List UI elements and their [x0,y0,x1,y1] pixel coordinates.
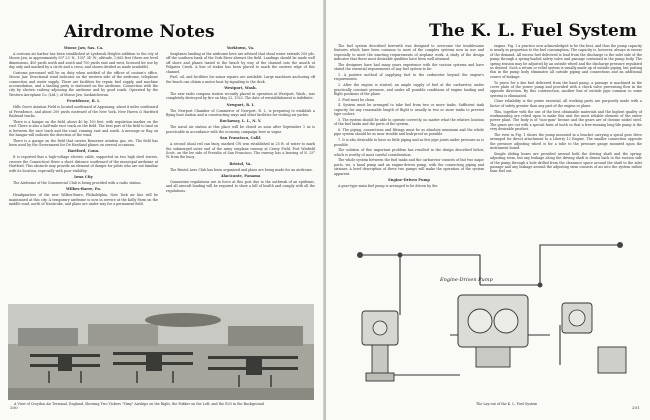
hand-pump-left-illustration [362,311,398,381]
body-paragraph: There is a hangar on the field, about 40 by 150 feet, with regulation marker on the roof. There is also a half-mile race track on the field. The best part of the field to land on is between the race track and the road, running east and south. A message or flag on the hangar will indicate the direction of the wind. [9,119,158,137]
body-paragraph: The view in Fig. 1 shows the pump mounted in a bracket carrying a spiral gear drive arranged for direct attachment to a Liberty 12 Engine. The smaller connection opposite the pressure adjusting wheel is for a tube to the pressure gauge mounted upon the instrument board. [490,132,642,151]
body-paragraph: The Airdrome of the Commercial Club is being provided with a radio station. [13,180,142,185]
section-heading: Moose Jaw, Sas. Ca. [63,46,104,50]
body-paragraph: A gear-type main fuel pump is arranged to be driven by the [338,183,438,188]
body-paragraph: The fuel system described herewith was designed to overcome the troublesome features which have been common to most of the complex systems now in use and especially to meet the exacting requirements of airplane work. A study of the design indicates that these most desirable qualities have been well attained. [334,44,484,62]
body-paragraph: There is a garage on the field that carries Benzener aviation gas, etc. The field has been used by the Government for De Haviland planes on several occasions. [9,138,158,148]
body-paragraph: The designers have had many years experience with the various systems and have stated the essential requirements of any fuel system to be: [334,62,484,72]
right-column-2 [490,44,642,224]
body-paragraph: Hills Grove Aviation Field is located northward of Apponaug, about 8 miles southward of Providence, and about 200 yards eastward of the New York, New Haven & Hartford Railroad tracks. [9,105,158,118]
section-heading: Yorktown, Va. [226,46,255,50]
body-paragraph: To prove for a dee fuel delivered from the hand pump, a passage is machined in the cover plate of the power pump and provided with a check valve preventing flow in the opposite direction. By this construction, another line of outside pipe common to some systems is eliminated. [490,80,642,98]
body-paragraph: The naval air station at this place will be closed as soon after September 1 as is practicable in accordance with the economy campaign here in vogue. [166,125,315,134]
body-paragraph: Fuel, oil, and facilities for minor repairs are available. Large machines anchoring off the beach can obtain a motor boat by signaling to the dock. [166,75,315,84]
body-paragraph: Seaplanes landing at the airdrome here are advised that shoal water extends 200 yds. off the southern bank of the York River abreast the field. Landings should be made well off shore and planes taxied to the beach by way of the channel into the mouth of Felgates Creek. A line of stakes has been placed to mark the eastern edge of this channel. [166,51,315,74]
body-paragraph: 5. The system should be able to operate correctly, no matter what the relative location of the fuel tanks and the parts of the system. [334,117,484,127]
photo-caption: A View of Croydon Air Terminal, England, Showing Two Vickers "Vimy" Airships on the Right, the Fokker on the Left, and the R33 in the Background [14,402,264,406]
page-title-airdrome-notes: Airdrome Notes [64,22,215,42]
body-paragraph: The solution of this important problem has resulted in the design described below, which is worthy of most careful consideration. [334,148,484,157]
section-heading: Wilkes-Barre, Pa. [65,187,102,192]
page-title-kl-fuel-system: The K. L. Fuel System [429,21,637,41]
body-paragraph: engine. Fig. 1 a practice now acknowledged to be the best, and thus the pump capacity is nearly in proportion to the fuel consumption. The capacity is, however, always in excess of the demand. All excess fuel delivered is lead from the discharge to the inlet side of the pump through a spring-loaded safety valve and passage contained in the pump body. The spring tension may be adjusted by an outside wheel and the discharge pressure regulated as desired. Such a return or relief system is usually made up of outside piping, but putting this in the pump body eliminates all outside piping and connections and an additional source of leakage. [490,44,642,79]
section-heading: San Francisco, Calif. [219,136,262,141]
engine-driven-pump-illustration [458,295,528,367]
section-heading: Hartford, Conn. [67,149,100,154]
left-column-1 [9,44,158,302]
diagram-label: Engine-Driven Pump [440,277,493,283]
section-heading: Providence, R. I. [66,99,101,104]
body-paragraph: The whole system between the fuel tanks and the carburetor consists of but two major parts, viz. a hand pump and an engine-driven pump, with the connecting piping and strainer. A brief description of these two pumps will make the operation of the system apparent. [334,158,484,176]
body-paragraph: Customs personnel will be on duty when notified of the officer of custom's office, Moose Jaw. Directional wind indicator on the western side of the airdrome, telephone connection and water supply. There are facilities for repair, fuel supply, and machine accomodation, and a landing party is stationed on the airdrome. Connection with the city by electric railway adjoining the airdrome and by good roads. Operated by the Western Aeroplane Co. (Ltd.), of Moose Jaw, Saskatchewan. [9,70,158,97]
body-paragraph: 6. The piping, connections and fittings must be as absolute minimum and the whole pipe system should be as near trouble and leak-proof as possible. [334,127,484,137]
body-paragraph: A second shoal red can buoy, marked CW was established in 25 ft. of water to mark the submerged outer end of the army seaplane runway at Crissy Field, Fort Winfield Scott, on the lee side of Presidio of San Francisco. The runway has a bearing of N. 25° W. from the buoy. [166,142,315,160]
body-paragraph: 4. System must be arranged to take fuel from two or more tanks. Sufficient tank capacity for any reasonable length of flight is usually in two or more tanks to prevent type coolers. [334,103,484,117]
left-column-2 [166,44,315,302]
strainer-illustration [562,303,626,373]
section-heading: Bristol, Va. [229,161,252,166]
section-heading: Engine-Driven Pump [388,177,430,182]
body-paragraph: Simple sliding boxes are provided around both the driving shaft and the spring-adjusting stem, but any leakage along the driving shaft is drawn back to the suction side of the pump through a hole drilled from the clearance space around the shaft to the inlet passage and any leakage around the adjusting stem consists of air into the system rather than fuel out. [490,151,642,174]
left-page [0,0,324,420]
croydon-photo-art [8,304,314,400]
body-paragraph: This, together with the use of the best obtainable materials and the highest quality of workmanship are relied upon to make this unit the most reliable element of the entire power plant. The body is of "non-gum" bronze and the gears are of chrome nickel steel. The gears are cut with a special form of tooth so that a free-running long-life pump is the very desirable product. [490,109,642,132]
body-paragraph: 2. After the engine is started, an ample supply of fuel at the carburetor, under practically constant pressure, and under all possible conditions of engine loading and flight positions of the plane. [334,83,484,96]
right-page [326,0,650,420]
section-heading: Alacicante, Panama [220,174,261,179]
section-heading: Iowa City [74,174,93,179]
body-paragraph: 1. A positive method of supplying fuel to the carburetor beyond the engine's requirements. [334,73,484,82]
page-number-left: 200 [10,405,18,410]
croydon-photo [8,304,314,400]
body-paragraph: 7. It is also desirable to have as little piping and as few pipe joints under pressure as is possible. [334,138,484,147]
body-paragraph: A customs air harbor has been established at Lynbrook Heights addition to the city of Moose Jaw, in approximately 50° 23' N., 105° 34' W.; altitude, 1,865 feet (there are level dimensions, 400 yards north and south and 700 yards east and west, licensed for use by day only and marked by a circle and a cross, and shown divided as made available). [9,51,158,70]
body-paragraph: Close reliability is the prime essential, all working parts are purposely made with a factor of safety greater than any part of the engine or plane. [490,99,642,108]
page-number-right: 201 [632,405,640,410]
body-paragraph: The Bristol Aero Club has been organized and plans are being made for an airdrome. [170,167,313,172]
body-paragraph: The new radio compass station recently placed in operation at Westport, Wash., was completely destroyed by fire on May 22, 1922. The date of reestablishment is indefinite. [166,91,315,101]
fuel-system-diagram [340,225,638,395]
right-column-1 [334,44,484,224]
body-paragraph: Headquarters of the new Wilkes-Barre, Philadelphia, New York air line will be maintained at this city. A temporary airdrome is now in service at the Kelly Farm on the middle road, north of Nanticoke, and plans are under way for a permanent field. [9,193,158,206]
diagram-caption: The Lay-out of the K. L. Fuel System [476,402,538,406]
section-heading: Rockaway, L. I., N. Y. [219,119,262,124]
body-paragraph: It is reported that a high-voltage electric cable, supported on two high steel towers, crosses the Connecticut River a short distance southward of the municipal airdrome at Hartford. This obstacle may provide an element of danger for pilots who are not familiar with its location, especially with poor visibility. [9,155,158,173]
body-paragraph: Quarantine regulations are in force at this port due to the outbreak of an epidemic, and all aircraft landing will be required to show a bill of health and comply with all the regulations. [166,179,315,193]
section-heading: Newport, R. I. [226,102,255,107]
body-paragraph: The Newport Chamber of Commerce of Newport, R. I., is preparing to establish a flying boat station and is constructing ways and other facilities for visiting air yachts. [166,108,315,118]
section-heading: Westport, Wash. [224,86,257,91]
body-paragraph: 3. Fuel must be clean. [338,97,376,102]
